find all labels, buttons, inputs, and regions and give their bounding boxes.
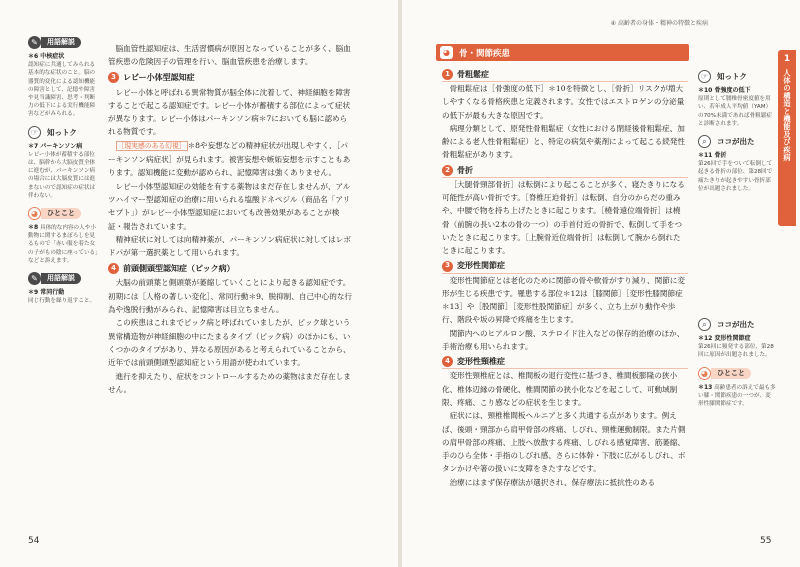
cat-face-icon: ◕: [698, 367, 711, 380]
paragraph: レビー小体型認知症の効能を有する薬物はまだ存在しませんが、アルツハイマー型認知症の治療に用いられる塩酸ドネペジル（商品名「アリセプト」）がレビー小体型認知症においても改善効果があることが検証・報告されています。: [108, 181, 351, 231]
note-term: ＊10 骨強度の低下: [698, 87, 751, 94]
left-sidebar: [28, 36, 98, 312]
pencil-icon: ✎: [28, 36, 41, 49]
paragraph: この疾患はこれまでピック病と呼ばれていましたが、ピック球という異常構造物が神経細胞の中にたまるタイプ（ピック病）のほかにも、いくつかのタイプがあり、异なる原因があると考えられていることから、近年では前頭側頭型認知症という用語が使われています。: [108, 318, 351, 368]
paragraph: 精神症状に対しては向精神薬が、パーキンソン病症状に対してはレボドパが第一選択薬として用いられます。: [108, 234, 351, 258]
paragraph: 大脳の前頭葉と側頭葉が萎縮していくことにより起きる認知症です。初期には［人格の著しい変化］、常同行動＊9、脱抑制、自己中心的な行為や逸脱行動がみられ、記憶障害は目立ちません。: [108, 278, 353, 315]
note-text: ＊8 具体的な内容の人や小動物に関するまぼろしを見るもので「赤い服を着た女の子がもの陰に座っている」などと訴えます。: [28, 224, 98, 264]
know-note-10: [698, 70, 776, 128]
koko-note-12: [698, 318, 776, 360]
note-term: ＊12 変形性関節症: [698, 335, 751, 343]
lightbulb-icon: ☞: [698, 70, 711, 83]
glossary-tag: ✎ 用語解説: [28, 272, 98, 285]
note-term: ＊7 パーキンソン病: [28, 142, 83, 150]
hitokoto-note-8: [28, 207, 98, 265]
koko-tag: ⌕ ココが出た: [698, 135, 776, 148]
note-text: 第26回に頻発する部位、第28回に原因が出題されました。: [698, 344, 774, 359]
chapter-tab: 1 人体の構造と機能及び疾病: [778, 50, 796, 226]
note-term: ＊6 中核症状: [28, 53, 65, 60]
pencil-icon: ✎: [28, 272, 41, 285]
hitokoto-note-13: [698, 367, 776, 409]
glossary-tag: ✎ 用語解説: [28, 36, 98, 49]
know-note-7: [28, 126, 98, 200]
cat-face-icon: ◕: [28, 207, 41, 220]
paragraph: 進行を抑えたり、症状をコントロールするための薬物はまだ存在しません。: [108, 371, 351, 394]
running-header: ④ 高齢者の身体・精神の特徴と疾病: [610, 20, 708, 27]
know-tag: ☞ 知っトク: [698, 70, 776, 83]
paragraph: 骨粗鬆症は［骨強度の低下］＊10を特徴とし、［骨折］リスクが増大しやすくなる骨格疾患と定義されます。女性ではエストロゲンの分泌量の低下が最も大きな原因です。: [442, 84, 685, 120]
right-sidebar: [698, 70, 776, 415]
glossary-note-9: [28, 272, 98, 305]
paragraph: レビー小体と呼ばれる異常物質が脳全体に沈着して、神経細胞を障害することで起こる認知症です。レビー小体が蓄積する部位によって症状が異なります。レビー小体はパーキンソン病＊7においても脳に認められる物質です。: [108, 87, 351, 137]
glossary-note-6: [28, 36, 98, 119]
paragraph: ［現実感のある幻視］ ＊8や妄想などの精神症状が出現しやすく、［パーキンソン病症状］が見られます。被害妄想や嫉妬妄想を示すこともあります。認知機能に変動が認められ、記憶障害は強くありません。: [108, 140, 351, 178]
paragraph: ［大腿骨頸部骨折］は転倒により起こることが多く、寝たきりになる可能性が高い骨折です。［脊椎圧迫骨折］は転倒、自分のからだの重みや、中腰で物を持ち上げたときに起こります。［橈骨遠位端骨折］は橈骨（前腕の長い2本の骨の一つ）の手首付近の骨折で、転倒して手をついたときに起こります。［上腕骨近位端骨折］は転倒して腕から倒れたときに起こります。: [442, 179, 685, 256]
hitokoto-tag: ◕ ひとこと: [698, 367, 776, 380]
note-text: 原則として腰椎骨密度値を用い、若年成人平均値（YAM）の70%未満であれば骨粗鬆症と診断されます。: [698, 96, 772, 127]
paragraph: 症状には、頸椎椎間板ヘルニアと多く共通する点があります。例えば、後頭・頸部から肩甲骨部の疼痛、しびれ、頸椎運動制限。また片側の肩甲骨部の疼痛、上肢へ放散する疼痛、しびれる感覚障害、筋萎縮、手のひら全体・手指のしびれ感、さらに体幹・下肢に広がるしびれ、ボタンかけや箸の扱いに支障をきたすなどです。: [442, 411, 686, 474]
page-number-left: 54: [28, 536, 40, 546]
koko-note-11: [698, 135, 776, 193]
know-tag: ☞ 知っトク: [28, 126, 98, 139]
paragraph: 病理分類として、原発性骨粗鬆症（女性における閉経後骨粗鬆症、加齢による老人性骨粗鬆症）と、特定の病気や薬剤によって起こる続発性骨粗鬆症があります。: [442, 123, 685, 160]
section-heading-lewy: 3 レビー小体型認知症: [108, 71, 354, 85]
paragraph: 変形性頸椎症とは、椎間板の退行変性に基づき、椎間板膨隆の狭小化、椎体辺縁の骨硬化、椎間関節の狭小化などを起こして、可動域制限、疼痛、こり感などの症状を生じます。: [442, 371, 678, 407]
cat-face-icon: ◕: [440, 46, 453, 59]
note-text: 認知症に共通してみられる基本的な症状のこと。脳の器質的変化による認知機能の障害として、記憶や障害や見当識障害、思考・判断力の低下による実行機能障害などがみられる。: [28, 62, 96, 118]
section-heading-ftd: 4 前頭側頭型認知症（ピック病）: [108, 261, 354, 275]
category-banner: ◕ 骨・関節疾患: [436, 44, 689, 61]
section-heading-fracture: 2 骨折: [442, 164, 688, 178]
paragraph: 脳血管性認知症は、生活習慣病が原因となっていることが多く、脳血管疾患の危険因子の管理を行い、脳血管疾患を治療します。: [108, 44, 351, 67]
note-text: レビー小体が蓄積する部位は、脳幹から大脳皮質全体に進むが、パーキンソン病の場合には大脳皮質には進まないので認知症の症状は伴わない。: [28, 151, 96, 199]
note-text: 第26回で手をついて転倒して起きる骨折の部位、第28回で痛たきりが起きやすい骨折部位が出題されました。: [698, 161, 773, 192]
koko-tag: ⌕ ココが出た: [698, 318, 776, 331]
note-term: ＊9 常同行動: [28, 289, 65, 297]
page-number-right: 55: [760, 536, 772, 546]
magnifier-icon: ⌕: [698, 135, 711, 148]
keyword-box: ［現実感のある幻視］: [117, 141, 186, 150]
paragraph: 治療にはまず保存療法が選択され、保存療法に抵抗性のある: [449, 477, 656, 487]
hitokoto-tag: ◕ ひとこと: [28, 207, 98, 220]
left-main-text: [108, 42, 354, 396]
paragraph: 関節内へのヒアルロン酸、ステロイド注入などの保存的治療のほか、手術治療も用いられます。: [442, 328, 685, 352]
section-heading-osteoarthritis: 3 変形性関節症: [442, 260, 688, 274]
magnifier-icon: ⌕: [698, 318, 711, 331]
lightbulb-icon: ☞: [28, 126, 41, 139]
right-main-text: [442, 66, 688, 489]
section-heading-cervical: 4 変形性頸椎症: [442, 355, 688, 369]
note-text: ＊13 高齢患者の訴えで最も多い膝・関節疾患の一つが、変形性膝関節症です。: [698, 383, 776, 408]
paragraph: 変形性関節症とは老化のために関節の骨や軟骨がすり減り、関節に変形が生じる疾患です。罹患する部位＊12は［膝関節］［変形性膝関節症＊13］や［股関節］［変形性股関節症］が多く、立ち上がり動作や歩行、階段や坂の昇降で疼痛を生じます。: [442, 275, 685, 325]
section-heading-osteoporosis: 1 骨粗鬆症: [442, 68, 688, 82]
note-term: ＊11 骨折: [698, 152, 727, 160]
note-text: 同じ行動を繰り返すこと。: [28, 298, 96, 305]
